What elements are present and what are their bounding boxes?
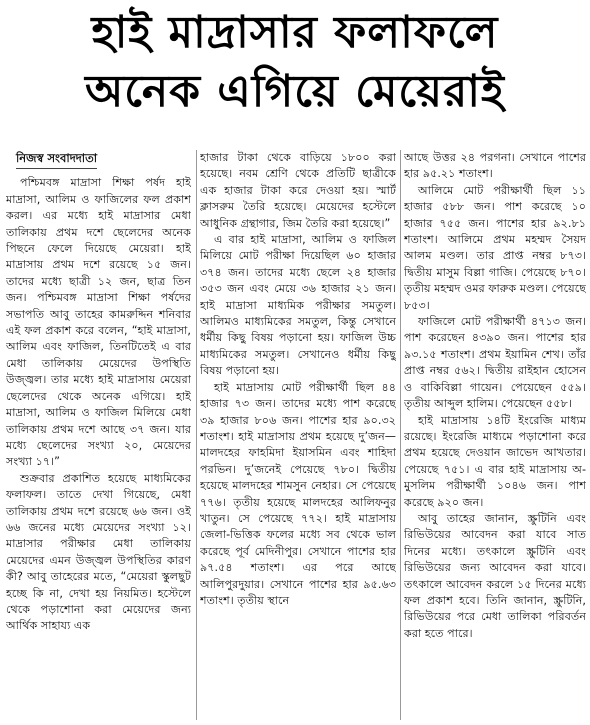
column-2	[200, 150, 396, 722]
article-body	[6, 150, 586, 722]
byline: নিজস্ব সংবাদদাতা	[16, 150, 97, 169]
paragraph: আছে উত্তর ২৪ পরগনা। সেখানে পাশের হার ৯৫.২১ শতাংশ।	[404, 151, 586, 181]
paragraph: হাজার টাকা থেকে বাড়িয়ে ১৮০০ করা হয়েছে। নবম শ্রেণি থেকে প্রতিটি ছাত্রীকে এক হাজার টাকা করে দেওয়া হয়। স্মার্ট ক্লাসরুম তৈরি হয়েছে। মেয়েদের হস্টেলে আধুনিক গ্রন্থাগার, জিম তৈরি করা হয়েছে।”	[200, 151, 396, 230]
paragraph: হাই মাদ্রাসায় ১৪টি ইংরেজি মাধ্যম রয়েছে। ইংরেজি মাধ্যমে পড়াশোনা করে প্রথম হয়েছে দেওয়ান জাভেদ আখতার। পেয়েছে ৭৫১। এ বার হাই মাদ্রাসায় অ-মুসলিম পরীক্ষার্থী ১০৪৬ জন। পাশ করেছে ৯২০ জন।	[404, 413, 586, 509]
column-3	[404, 150, 586, 722]
paragraph: ফাজিলে মোট পরীক্ষার্থী ৪৭১৩ জন। পাশ করেছেন ৪৩৯০ জন। পাশের হার ৯৩.১৫ শতাংশ। প্রথম ইয়ামিন শেখ। তাঁর প্রাপ্ত নম্বর ৫৬২। দ্বিতীয় রাইহান হোসেন ও বাকিবিল্লা গায়েন। পেয়েছেন ৫৫৯। তৃতীয় আব্দুল হালিম। পেয়েছেন ৫৫৮।	[404, 315, 586, 411]
paragraph: আবু তাহের জানান, স্ক্রুটিনি এবং রিভিউয়ের আবেদন করা যাবে সাত দিনের মধ্যে। তৎকালে স্ক্রুটিনি এবং রিভিউয়ের জন্য আবেদন করা যাবে। তৎকালে আবেদন করলে ১৫ দিনের মধ্যে ফল প্রকাশ হবে। তিনি জানান, স্ক্রুটিনি, রিভিউয়ের পরে মেধা তালিকা পরিবর্তন করা হতে পারে।	[404, 511, 586, 640]
paragraph: হাই মাদ্রাসায় মোট পরীক্ষার্থী ছিল ৪৪ হাজার ৭৩ জন। তাদের মধ্যে পাশ করেছে ৩৯ হাজার ৮০৬ জন। পাশের হার ৯০.৩২ শতাংশ। হাই মাদ্রাসায় প্রথম হয়েছে দু’জন— মালদহের ফাহমিদা ইয়াসমিন এবং শাহিদা পরভিন। দু’জনেই পেয়েছে ৭৮০। দ্বিতীয় হয়েছে মালদহের শামসুন নেহার। সে পেয়েছে ৭৭৬। তৃতীয় হয়েছে মালদহের আলিফনুর খাতুন। সে পেয়েছে ৭৭২। হাই মাদ্রাসায় জেলা-ভিত্তিক ফলের মধ্যে সব থেকে ভাল করেছে পূর্ব মেদিনীপুর। সেখানে পাশের হার ৯৭.৫৪ শতাংশ। এর পরে আছে আলিপুরদুয়ার। সেখানে পাশের হার ৯৫.৬৩ শতাংশ। তৃতীয় স্থানে	[200, 380, 396, 607]
headline-line-2: অনেক এগিয়ে মেয়েরাই	[85, 66, 505, 117]
paragraph: পশ্চিমবঙ্গ মাদ্রাসা শিক্ষা পর্ষদ হাই মাদ্রাসা, আলিম ও ফাজিলের ফল প্রকাশ করল। এর মধ্যে হাই মাদ্রাসার মেধা তালিকায় প্রথম দশে ছেলেদের অনেক পিছনে ফেলে দিয়েছে মেয়েরা। হাই মাদ্রাসায় প্রথম দশে রয়েছে ১৫ জন। তাদের মধ্যে ছাত্রী ১২ জন, ছাত্র তিন জন। পশ্চিমবঙ্গ মাদ্রাসা শিক্ষা পর্ষদের সভাপতি আবু তাহের কামরুদ্দিন শনিবার এই ফল প্রকাশ করে বলেন, “হাই মাদ্রাসা, আলিম এবং ফাজিল, তিনটিতেই এ বার মেধা তালিকায় মেয়েদের উপস্থিতি উজ্জ্বল। তার মধ্যে হাই মাদ্রাসায় মেয়েরা ছেলেদের থেকে অনেক এগিয়ে। হাই মাদ্রাসা, আলিম ও ফাজিল মিলিয়ে মেধা তালিকায় প্রথম দশে আছে ৩৭ জন। যার মধ্যে ছেলেদের সংখ্যা ২০, মেয়েদের সংখ্যা ১৭।”	[6, 176, 191, 469]
headline	[0, 4, 590, 122]
paragraph: শুক্রবার প্রকাশিত হয়েছে মাধ্যমিকের ফলাফল। তাতে দেখা গিয়েছে, মেধা তালিকায় প্রথম দশে রয়েছে ৬৬ জন। ওই ৬৬ জনের মধ্যে মেয়েদের সংখ্যা ১২। মাদ্রাসার পরীক্ষার মেধা তালিকায় মেয়েদের এমন উজ্জ্বল উপস্থিতির কারণ কী? আবু তাহেরের মতে, “মেয়েরা স্কুলছুট হচ্ছে কি না, দেখা হয় নিয়মিত। হস্টেলে থেকে পড়াশোনা করা মেয়েদের জন্য আর্থিক সাহায্য এক	[6, 471, 191, 633]
column-1	[6, 150, 191, 722]
paragraph: এ বার হাই মাদ্রাসা, আলিম ও ফাজিল মিলিয়ে মোট পরীক্ষা দিয়েছিল ৬০ হাজার ৩৭৪ জন। তাদের মধ্যে ছেলে ২৪ হাজার ৩৫৩ জন এবং মেয়ে ৩৬ হাজার ২১ জন। হাই মাদ্রাসা মাধ্যমিক পরীক্ষার সমতুল। আলিমও মাধ্যমিকের সমতুল, কিন্তু সেখানে ধর্মীয় কিছু বিষয় পড়ানো হয়। ফাজিল উচ্চ মাধ্যমিকের সমতুল। সেখানেও ধর্মীয় কিছু বিষয় পড়ানো হয়।	[200, 233, 396, 378]
headline-line-1: হাই মাদ্রাসার ফলাফলে	[91, 7, 499, 58]
paragraph: আলিমে মোট পরীক্ষার্থী ছিল ১১ হাজার ৫৮৮ জন। পাশ করেছে ১০ হাজার ৭৫৫ জন। পাশের হার ৯২.৮১ শতাংশ। আলিমে প্রথম মহম্মদ সৈয়দ আলম মণ্ডল। তার প্রাপ্ত নম্বর ৮৭৩। দ্বিতীয় মাসুম বিল্লা গাজি। পেয়েছে ৮৭০। তৃতীয় মহম্মদ ওমর ফারুক মণ্ডল। পেয়েছে ৮৫৩।	[404, 183, 586, 312]
